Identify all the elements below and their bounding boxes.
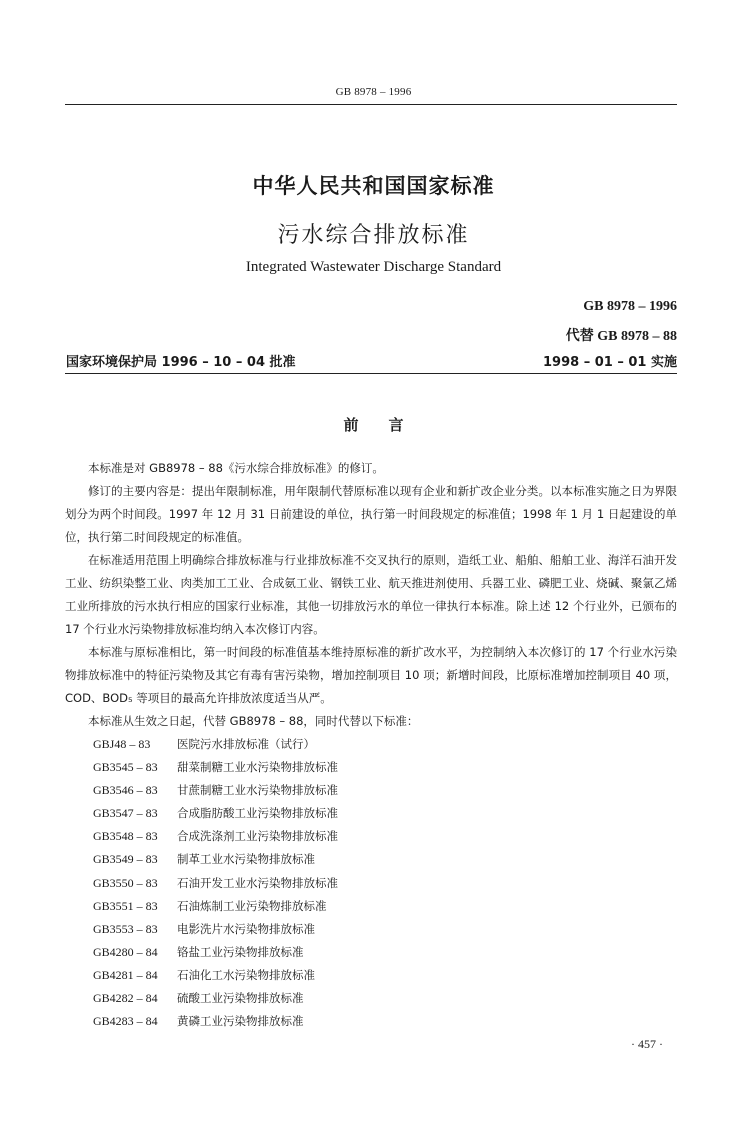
standard-item-name: 甘蔗制糖工业水污染物排放标准 (177, 783, 338, 798)
list-item (93, 987, 593, 1010)
standard-item-code: GB3551 – 83 (93, 898, 158, 913)
standard-item-code: GBJ48 – 83 (93, 737, 151, 751)
approval-divider (65, 373, 677, 374)
list-item (93, 756, 593, 779)
list-item (93, 1010, 593, 1033)
standard-item-code: GB3547 – 83 (93, 806, 158, 821)
standard-item-code: GB3545 – 83 (93, 760, 158, 775)
standard-item-name: 黄磷工业污染物排放标准 (177, 1014, 304, 1029)
list-item (93, 733, 593, 756)
standard-item-code: GB3549 – 83 (93, 852, 158, 867)
standard-item-name: 石油开发工业水污染物排放标准 (177, 875, 338, 890)
replaced-standards-list (93, 733, 593, 1033)
standard-item-code: GB4280 – 84 (93, 944, 158, 959)
standard-code: GB 8978 – 1996 (583, 299, 677, 314)
standard-item-name: 铬盐工业污染物排放标准 (177, 944, 304, 959)
list-item (93, 848, 593, 871)
replaces-code: 代替 GB 8978 – 88 (565, 329, 677, 344)
document-title: 污水综合排放标准 (277, 223, 470, 248)
header-divider (65, 104, 677, 105)
standard-item-code: GB4283 – 84 (93, 1014, 158, 1029)
paragraph: 本标准与原标准相比，第一时间段的标准值基本维持原标准的新扩改水平，为控制纳入本次修订的 17 个行业水污染物排放标准中的特征污染物及其它有毒有害污染物，增加控制项目 10 项；新增时间段，比原标准增加控制项目 40 项，COD、BOD₅ 等项目的最高允许排放浓度适当从严。 (65, 645, 677, 705)
standard-item-name: 制革工业水污染物排放标准 (177, 852, 315, 867)
list-item (93, 895, 593, 918)
list-item (93, 918, 593, 941)
paragraph: 在标准适用范围上明确综合排放标准与行业排放标准不交叉执行的原则，造纸工业、船舶、船舶工业、海洋石油开发工业、纺织染整工业、肉类加工工业、合成氨工业、钢铁工业、航天推进剂使用、兵器工业、磷肥工业、烧碱、聚氯乙烯工业所排放的污水执行相应的国家行业标准，其他一切排放污水的单位一律执行本标准。除上述 12 个行业外，已颁布的 17 个行业水污染物排放标准均纳入本次修订内容。 (65, 553, 677, 636)
standard-item-name: 合成洗涤剂工业污染物排放标准 (177, 829, 338, 844)
paragraph: 本标准是对 GB8978 – 88《污水综合排放标准》的修订。 (88, 461, 384, 475)
national-standard-title: 中华人民共和国国家标准 (252, 174, 495, 198)
list-item (93, 779, 593, 802)
list-item (93, 964, 593, 987)
foreword-body (65, 457, 677, 733)
effective-date: 1998 – 01 – 01 实施 (543, 355, 677, 370)
standard-item-code: GB3546 – 83 (93, 783, 158, 798)
paragraph: 本标准从生效之日起，代替 GB8978 – 88，同时代替以下标准： (88, 714, 419, 728)
standard-item-code: GB4281 – 84 (93, 967, 158, 982)
standard-item-name: 石油炼制工业污染物排放标准 (177, 898, 327, 913)
standard-item-name: 电影洗片水污染物排放标准 (177, 921, 315, 936)
standard-item-name: 石油化工水污染物排放标准 (177, 967, 315, 982)
foreword-heading: 前言 (343, 416, 434, 434)
list-item (93, 941, 593, 964)
standard-item-code: GB3550 – 83 (93, 875, 158, 890)
running-header: GB 8978 – 1996 (335, 86, 412, 98)
english-title: Integrated Wastewater Discharge Standard (245, 259, 502, 275)
standard-item-code: GB3553 – 83 (93, 921, 158, 936)
standard-item-name: 甜菜制糖工业水污染物排放标准 (177, 760, 338, 775)
standard-item-name: 医院污水排放标准（试行） (177, 737, 315, 751)
approval-date: 国家环境保护局 1996 – 10 – 04 批准 (66, 355, 296, 370)
page-number: · 457 · (631, 1037, 663, 1051)
standard-item-code: GB3548 – 83 (93, 829, 158, 844)
list-item (93, 825, 593, 848)
list-item (93, 802, 593, 825)
paragraph: 修订的主要内容是：提出年限制标准，用年限制代替原标准以现有企业和新扩改企业分类。以本标准实施之日为界限划分为两个时间段。1997 年 12 月 31 日前建设的单位，执行第一时间段规定的标准值；1998 年 1 月 1 日起建设的单位，执行第二时间段规定的标准值。 (65, 484, 677, 544)
standard-item-name: 合成脂肪酸工业污染物排放标准 (177, 806, 338, 821)
standard-item-name: 硫酸工业污染物排放标准 (177, 991, 304, 1006)
list-item (93, 872, 593, 895)
standard-item-code: GB4282 – 84 (93, 991, 158, 1006)
